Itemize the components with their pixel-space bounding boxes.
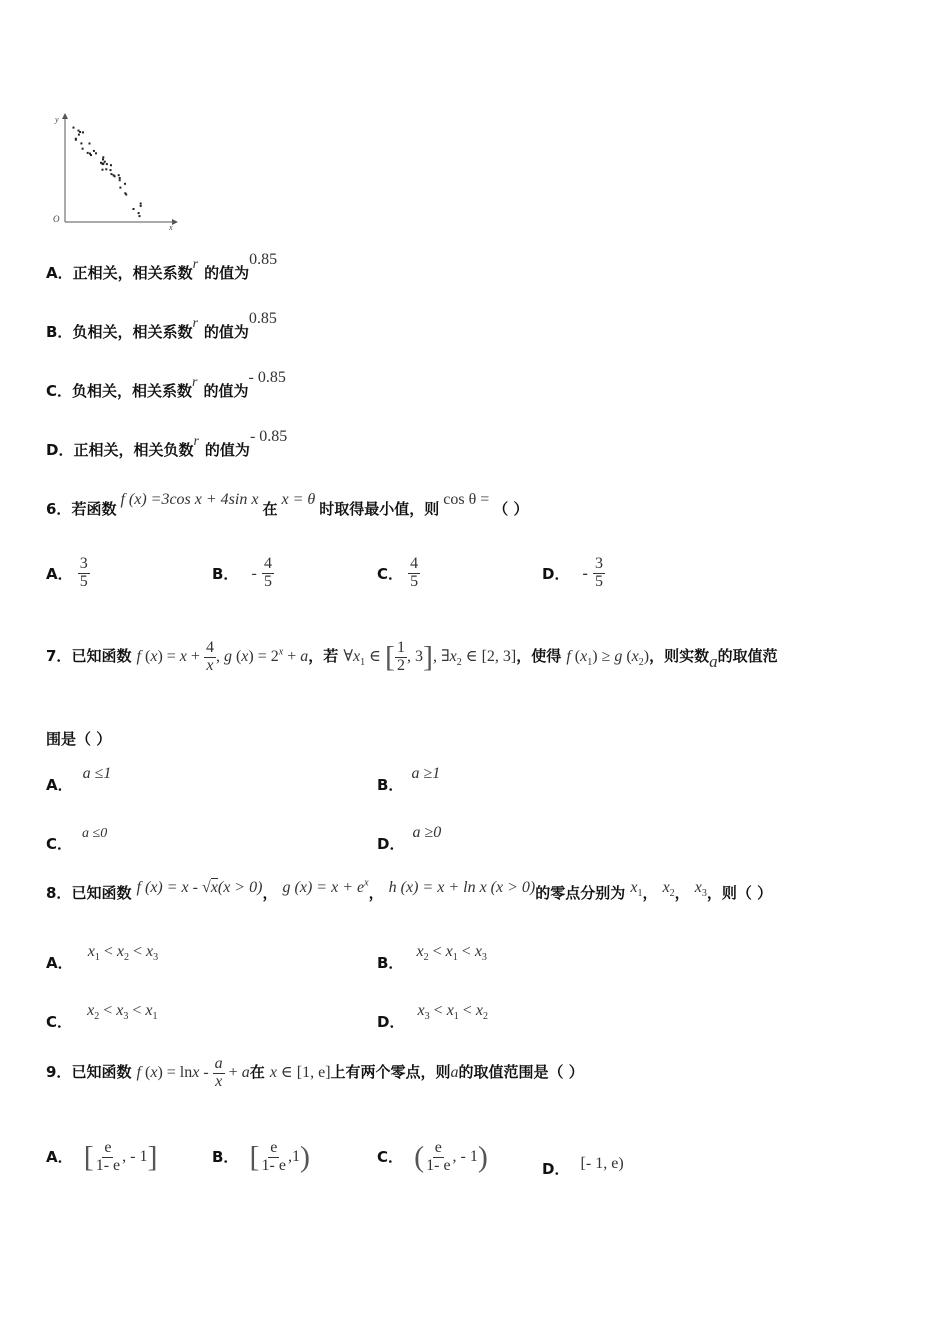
option-sign: -	[582, 564, 588, 582]
scatter-point	[133, 208, 135, 210]
function-g: g $(x) = x + e^x$	[282, 877, 369, 896]
q6-option-b[interactable]	[212, 556, 274, 591]
stem-text: ，则（ ）	[706, 884, 773, 902]
function-formula: f (x) =3cos x + 4sin x	[120, 491, 259, 508]
stem-text: 已知函数	[71, 646, 132, 665]
q8-option-a[interactable]	[46, 940, 159, 972]
ask-expr: cos θ =	[443, 491, 490, 508]
denominator: 5	[263, 572, 272, 590]
option-text: 正相关，相关负数	[73, 441, 194, 459]
option-letter: D．	[542, 564, 570, 583]
quantifier-expr: $\forall x_1$ ∈ [ $\frac{1}{2}$ , 3], $\exists x_2$ ∈ [2, 3]	[343, 639, 517, 674]
stem-text: 在	[249, 1062, 265, 1081]
scatter-point	[89, 143, 91, 145]
scatter-point	[102, 163, 104, 165]
option-sign: -	[251, 564, 257, 582]
q8-stem: 8．已知函数 f (x) = x - √x(x > 0)， g $(x) = x + e^x$， h (x) = x + ln x (x > 0)的零点分别为 $x_1$， $x_2$， $x_3$，则（ ）	[46, 877, 773, 902]
scatter-point	[82, 131, 84, 133]
option-letter: D．	[377, 835, 405, 853]
stem-text: 若函数	[71, 500, 117, 518]
option-expr: ( $\frac{e}{1- e}$ , - 1)	[414, 1139, 488, 1174]
option-text: 负相关，相关系数	[72, 323, 193, 341]
denominator: 5	[594, 572, 603, 590]
option-letter: A．	[46, 264, 73, 282]
denominator: 5	[410, 572, 419, 590]
scatter-point	[110, 164, 112, 166]
stem-text: ，使得	[516, 646, 562, 665]
q5-option-a[interactable]	[46, 251, 278, 283]
scatter-point	[124, 192, 126, 194]
x-axis-arrow	[172, 219, 178, 225]
stem-text: 的取值范围是（ ）	[458, 1062, 584, 1081]
option-letter: D．	[377, 1013, 405, 1031]
scatter-point	[80, 142, 82, 144]
sqrt-symbol: √x	[201, 879, 218, 896]
option-expr: [- 1, e)	[580, 1155, 624, 1172]
stem-text: 的零点分别为	[535, 884, 626, 902]
q8-option-b[interactable]	[377, 940, 487, 972]
fraction	[78, 556, 90, 591]
scatter-point	[102, 169, 104, 171]
q9-option-b[interactable]	[212, 1140, 310, 1175]
option-text: 正相关，相关系数	[72, 264, 193, 282]
option-expr: a ≤0	[82, 826, 108, 841]
scatter-point	[73, 127, 75, 129]
option-letter: C．	[377, 1147, 404, 1166]
option-letter: C．	[377, 564, 404, 583]
r-symbol: r	[192, 375, 198, 390]
r-symbol: r	[192, 316, 198, 331]
q7-option-c[interactable]	[46, 821, 108, 853]
scatter-point	[119, 179, 121, 181]
numerator: 3	[79, 555, 88, 572]
scatter-point	[111, 173, 113, 175]
stem-text: 时取得最小值，则	[319, 500, 440, 518]
function-f	[137, 879, 263, 896]
option-value: 0.85	[249, 251, 278, 268]
scatter-point	[89, 153, 91, 155]
stem-text: 已知函数	[71, 1062, 132, 1081]
option-letter: D．	[46, 441, 74, 459]
option-letter: A．	[46, 776, 73, 794]
y-axis-arrow	[62, 113, 68, 119]
zero-x1: $x_1$	[630, 879, 643, 900]
option-expr: a ≤1	[82, 765, 112, 782]
option-suffix: 的值为	[203, 323, 249, 341]
condition: x = θ	[281, 491, 316, 508]
function-f-g: f (x) = x + $\frac{4}{x}$ , g $(x) = 2^x + a$	[136, 639, 309, 674]
zero-x2: $x_2$	[662, 879, 675, 900]
q8-option-d[interactable]	[377, 999, 488, 1031]
scatter-point	[106, 163, 108, 165]
question-number: 7．	[46, 646, 72, 665]
option-value: - 0.85	[248, 369, 286, 386]
q6-option-c[interactable]	[377, 556, 420, 591]
option-letter: C．	[46, 1013, 73, 1031]
option-expr: $x_2 < x_3 < x_1$	[87, 1002, 158, 1023]
scatter-plot-figure	[45, 112, 185, 234]
var-a: a	[450, 1063, 459, 1081]
scatter-point	[110, 169, 112, 171]
scatter-point	[93, 150, 95, 152]
scatter-point	[75, 139, 77, 141]
option-letter: A．	[46, 954, 73, 972]
origin-label: O	[53, 214, 60, 224]
q9-stem	[46, 1056, 584, 1091]
option-letter: C．	[46, 382, 73, 400]
stem-text: 已知函数	[71, 884, 132, 902]
q9-option-d[interactable]	[542, 1155, 624, 1179]
scatter-point	[78, 134, 80, 136]
option-letter: B．	[212, 1147, 239, 1166]
scatter-point	[138, 212, 140, 214]
stem-text: ，若	[308, 646, 339, 665]
q7-option-b[interactable]	[377, 762, 441, 794]
r-symbol: r	[192, 257, 199, 272]
q6-stem	[46, 491, 529, 519]
zero-x3: $x_3$	[694, 879, 707, 900]
fraction	[408, 556, 420, 591]
option-expr: [ $\frac{e}{1- e}$ , - 1]	[83, 1139, 158, 1174]
scatter-point	[82, 148, 84, 150]
stem-text: 在	[262, 500, 278, 518]
scatter-point	[140, 205, 142, 207]
option-text: 负相关，相关系数	[72, 382, 193, 400]
q7-stem	[46, 640, 778, 675]
option-suffix: 的值为	[204, 441, 250, 459]
q6-option-a[interactable]	[46, 556, 90, 591]
scatter-point	[119, 177, 121, 179]
f-domain: (x > 0)	[217, 879, 263, 896]
scatter-point	[140, 203, 142, 205]
scatter-point	[105, 168, 107, 170]
option-value: - 0.85	[249, 428, 288, 445]
q7-option-a[interactable]	[46, 762, 112, 794]
option-expr: a ≥1	[411, 765, 441, 782]
stem-text: ，则实数	[649, 646, 710, 665]
scatter-point	[95, 152, 97, 154]
var-a: a	[709, 651, 718, 671]
option-expr: $x_1 < x_2 < x_3$	[87, 943, 159, 964]
scatter-point	[119, 187, 121, 189]
q5-option-d[interactable]	[46, 428, 288, 460]
y-axis-label: y	[55, 115, 59, 124]
stem-text: 的取值范	[717, 646, 778, 665]
stem-text: 上有两个零点，则	[330, 1062, 451, 1081]
q9-option-a[interactable]	[46, 1140, 157, 1175]
fraction	[593, 556, 605, 591]
option-letter: D．	[542, 1160, 570, 1178]
question-number: 6．	[46, 500, 72, 518]
option-expr: $x_2 < x_1 < x_3$	[416, 943, 487, 964]
domain-expr: x ∈ [1, e]	[269, 1063, 331, 1081]
g-expr: g (x) = x + e	[282, 879, 365, 896]
q6-option-d[interactable]	[542, 556, 605, 591]
option-expr: [ $\frac{e}{1- e}$ ,1)	[249, 1139, 310, 1174]
question-number: 8．	[46, 884, 72, 902]
function-f: f (x) = lnx - $\frac{a}{x}$ + a	[136, 1055, 250, 1090]
q8-option-c[interactable]	[46, 999, 158, 1031]
scatter-point	[114, 175, 116, 177]
option-letter: B．	[46, 323, 73, 341]
q9-option-c[interactable]	[377, 1140, 488, 1175]
option-suffix: 的值为	[204, 264, 250, 282]
question-number: 9．	[46, 1062, 72, 1081]
scatter-point	[104, 161, 106, 163]
q5-option-b[interactable]	[46, 310, 277, 342]
numerator: 3	[594, 555, 603, 572]
option-suffix: 的值为	[203, 382, 249, 400]
fraction	[262, 556, 274, 591]
option-letter: A．	[46, 564, 73, 583]
numerator: 4	[263, 555, 272, 572]
option-letter: B．	[212, 564, 239, 583]
q5-option-c[interactable]	[46, 369, 286, 401]
option-letter: B．	[377, 954, 404, 972]
answer-paren: （ ）	[493, 500, 529, 518]
scatter-point	[124, 183, 126, 185]
option-letter: B．	[377, 776, 404, 794]
q7-option-d[interactable]	[377, 821, 442, 853]
scatter-point	[118, 174, 120, 176]
scatter-point	[139, 215, 141, 217]
option-expr: a ≥0	[412, 824, 442, 841]
f-expr: f (x) = x -	[136, 879, 198, 896]
option-letter: A．	[46, 1147, 73, 1166]
r-symbol: r	[193, 434, 199, 449]
scatter-points	[73, 127, 142, 218]
inequality: f $(x_1) \ge g$ $(x_2)$	[566, 647, 650, 669]
option-expr: $x_3 < x_1 < x_2$	[417, 1002, 488, 1023]
scatter-point	[79, 131, 81, 133]
denominator: 5	[79, 572, 88, 590]
scatter-point	[87, 152, 89, 154]
option-letter: C．	[46, 835, 73, 853]
scatter-point	[102, 158, 104, 160]
q7-stem-continued: 围是（ ）	[46, 730, 112, 748]
option-value: 0.85	[248, 310, 277, 327]
x-axis-label: x	[169, 223, 173, 232]
numerator: 4	[410, 555, 419, 572]
h-expr: h (x) = x + ln x (x > 0)	[388, 879, 536, 896]
function-h	[389, 879, 536, 896]
scatter-point	[102, 156, 104, 158]
